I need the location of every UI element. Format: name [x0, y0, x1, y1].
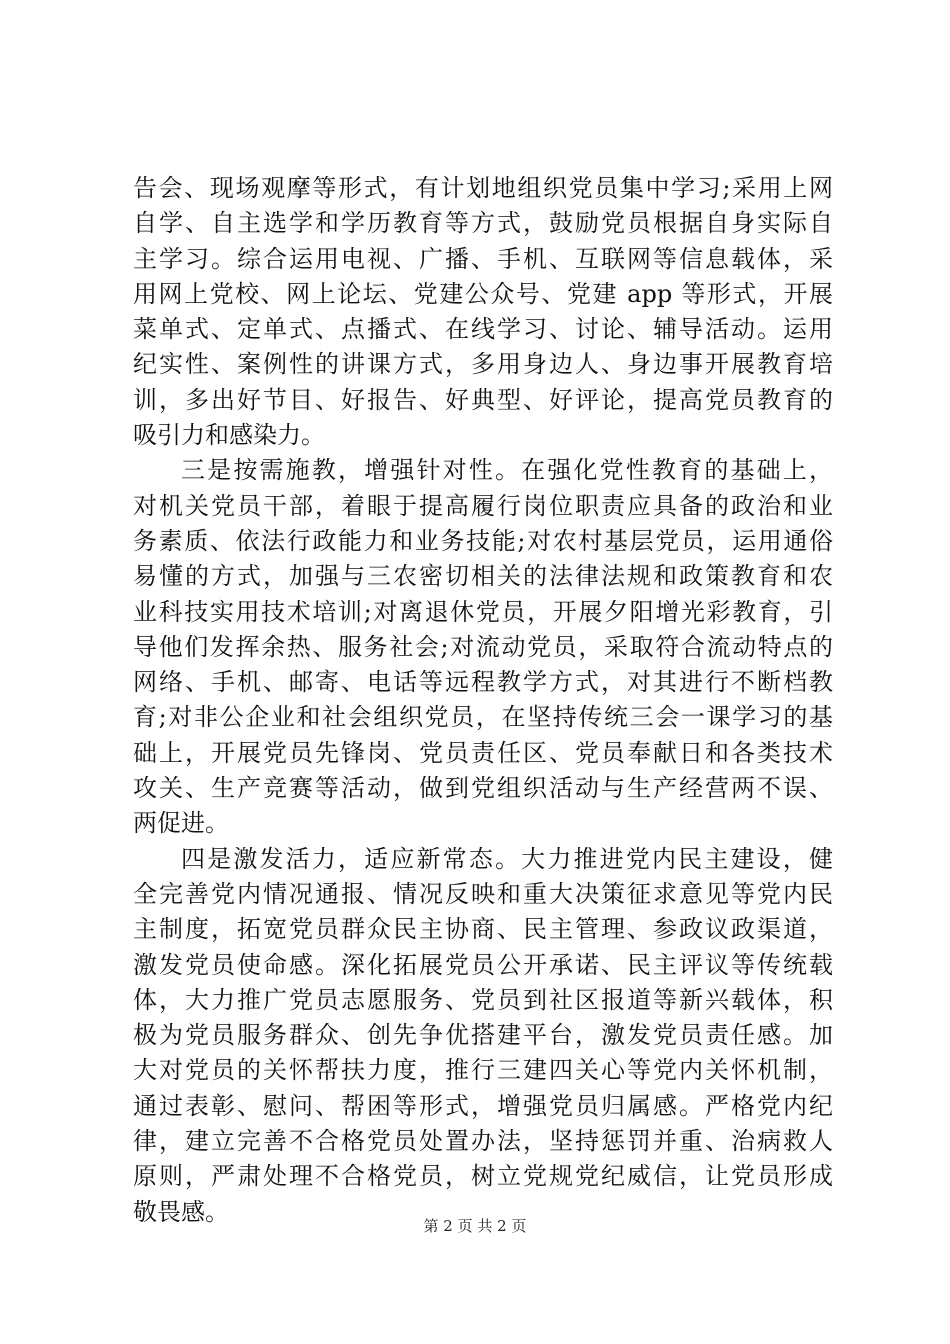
body-line: 告会、现场观摩等形式，有计划地组织党员集中学习;采用上网 — [133, 174, 833, 202]
body-line: 敬畏感。 — [133, 1197, 229, 1226]
body-line: 攻关、生产竞赛等活动，做到党组织活动与生产经营两不误、 — [133, 774, 833, 803]
body-line: 务素质、依法行政能力和业务技能;对农村基层党员，运用通俗 — [133, 526, 833, 555]
paragraph-start-line: 三是按需施教，增强针对性。在强化党性教育的基础上， — [181, 456, 833, 485]
body-line: 菜单式、定单式、点播式、在线学习、讨论、辅导活动。运用 — [133, 315, 833, 344]
body-line: 体，大力推广党员志愿服务、党员到社区报道等新兴载体，积 — [133, 985, 833, 1014]
paragraph-start-line: 四是激发活力，适应新常态。大力推进党内民主建设，健 — [181, 844, 833, 873]
body-line: 础上，开展党员先锋岗、党员责任区、党员奉献日和各类技术 — [133, 738, 833, 767]
body-line: 原则，严肃处理不合格党员，树立党规党纪威信，让党员形成 — [133, 1162, 833, 1191]
document-body — [133, 171, 833, 1230]
page-number-footer: 第 2 页 共 2 页 — [423, 1217, 527, 1235]
body-line: 全完善党内情况通报、情况反映和重大决策征求意见等党内民 — [133, 879, 833, 908]
body-line: 大对党员的关怀帮扶力度，推行三建四关心等党内关怀机制， — [133, 1056, 833, 1085]
body-line: 纪实性、案例性的讲课方式，多用身边人、身边事开展教育培 — [133, 350, 833, 379]
body-line: 主制度，拓宽党员群众民主协商、民主管理、参政议政渠道， — [133, 915, 833, 944]
body-line: 导他们发挥余热、服务社会;对流动党员，采取符合流动特点的 — [133, 632, 833, 661]
body-line: 易懂的方式，加强与三农密切相关的法律法规和政策教育和农 — [133, 562, 833, 591]
body-line: 通过表彰、慰问、帮困等形式，增强党员归属感。严格党内纪 — [133, 1091, 833, 1120]
body-line: 自学、自主选学和学历教育等方式，鼓励党员根据自身实际自 — [133, 209, 833, 238]
body-line: 激发党员使命感。深化拓展党员公开承诺、民主评议等传统载 — [133, 950, 833, 979]
body-line: 律，建立完善不合格党员处置办法，坚持惩罚并重、治病救人 — [133, 1127, 833, 1156]
body-line: 两促进。 — [133, 809, 229, 838]
body-line: 主学习。综合运用电视、广播、手机、互联网等信息载体，采 — [133, 244, 833, 273]
body-line: 训，多出好节目、好报告、好典型、好评论，提高党员教育的 — [133, 385, 833, 414]
body-line: 用网上党校、网上论坛、党建公众号、党建 app 等形式，开展 — [133, 279, 833, 308]
body-line: 业科技实用技术培训;对离退休党员，开展夕阳增光彩教育，引 — [133, 597, 833, 626]
body-line: 育;对非公企业和社会组织党员，在坚持传统三会一课学习的基 — [133, 703, 833, 732]
body-line: 极为党员服务群众、创先争优搭建平台，激发党员责任感。加 — [133, 1021, 833, 1050]
body-line: 吸引力和感染力。 — [133, 421, 325, 450]
body-line: 对机关党员干部，着眼于提高履行岗位职责应具备的政治和业 — [133, 491, 833, 520]
body-line: 网络、手机、邮寄、电话等远程教学方式，对其进行不断档教 — [133, 668, 833, 697]
